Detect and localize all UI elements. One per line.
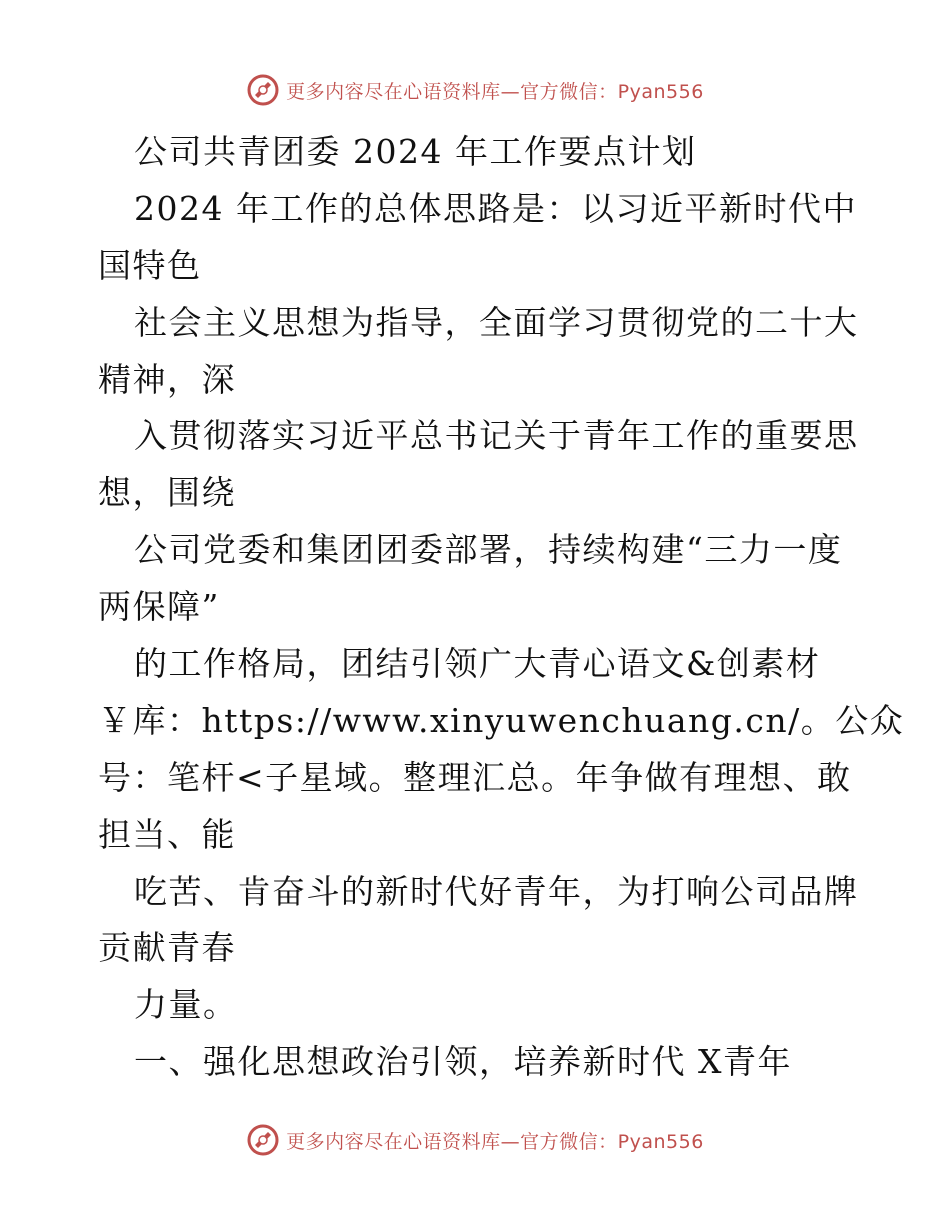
paragraph-line: 吃苦、肯奋斗的新时代好青年，为打响公司品牌 [134,871,859,911]
paragraph-line: 国特色 [98,245,202,285]
header-watermark-banner [0,70,950,110]
watermark-text: 更多内容尽在心语资料库—官方微信：Pyan556 [286,80,704,103]
section-heading: 一、强化思想政治引领，培养新时代 X青年 [134,1042,792,1082]
paragraph-line: 的工作格局，团结引领广大青心语文&创素材 [134,644,821,684]
paragraph-line: 公司党委和集团团委部署，持续构建“三力一度 [134,530,843,570]
paragraph-line: 贡献青春 [98,928,236,968]
paragraph-line: 精神，深 [98,359,236,399]
paragraph-line: 两保障” [98,587,220,627]
paragraph-line: 入贯彻落实习近平总书记关于青年工作的重要思 [134,416,859,456]
watermark-text: 更多内容尽在心语资料库—官方微信：Pyan556 [286,1130,704,1153]
paragraph-line: 2024 年工作的总体思路是：以习近平新时代中 [134,188,857,228]
paragraph-line: 社会主义思想为指导，全面学习贯彻党的二十大 [134,302,859,342]
document-title: 公司共青团委 2024 年工作要点计划 [134,132,697,171]
footer-watermark-banner [0,1120,950,1160]
paragraph-line: 力量。 [134,985,238,1025]
paragraph-line: 担当、能 [98,814,236,854]
paragraph-line: 号：笔杆<子星域。整理汇总。年争做有理想、敢 [98,757,852,797]
paragraph-line: 想，围绕 [98,473,236,513]
paragraph-line: ￥库：https://www.xinyuwenchuang.cn/。公众 [98,700,905,740]
document-body [98,124,905,1091]
seal-logo-icon [246,1123,280,1157]
seal-logo-icon [246,73,280,107]
